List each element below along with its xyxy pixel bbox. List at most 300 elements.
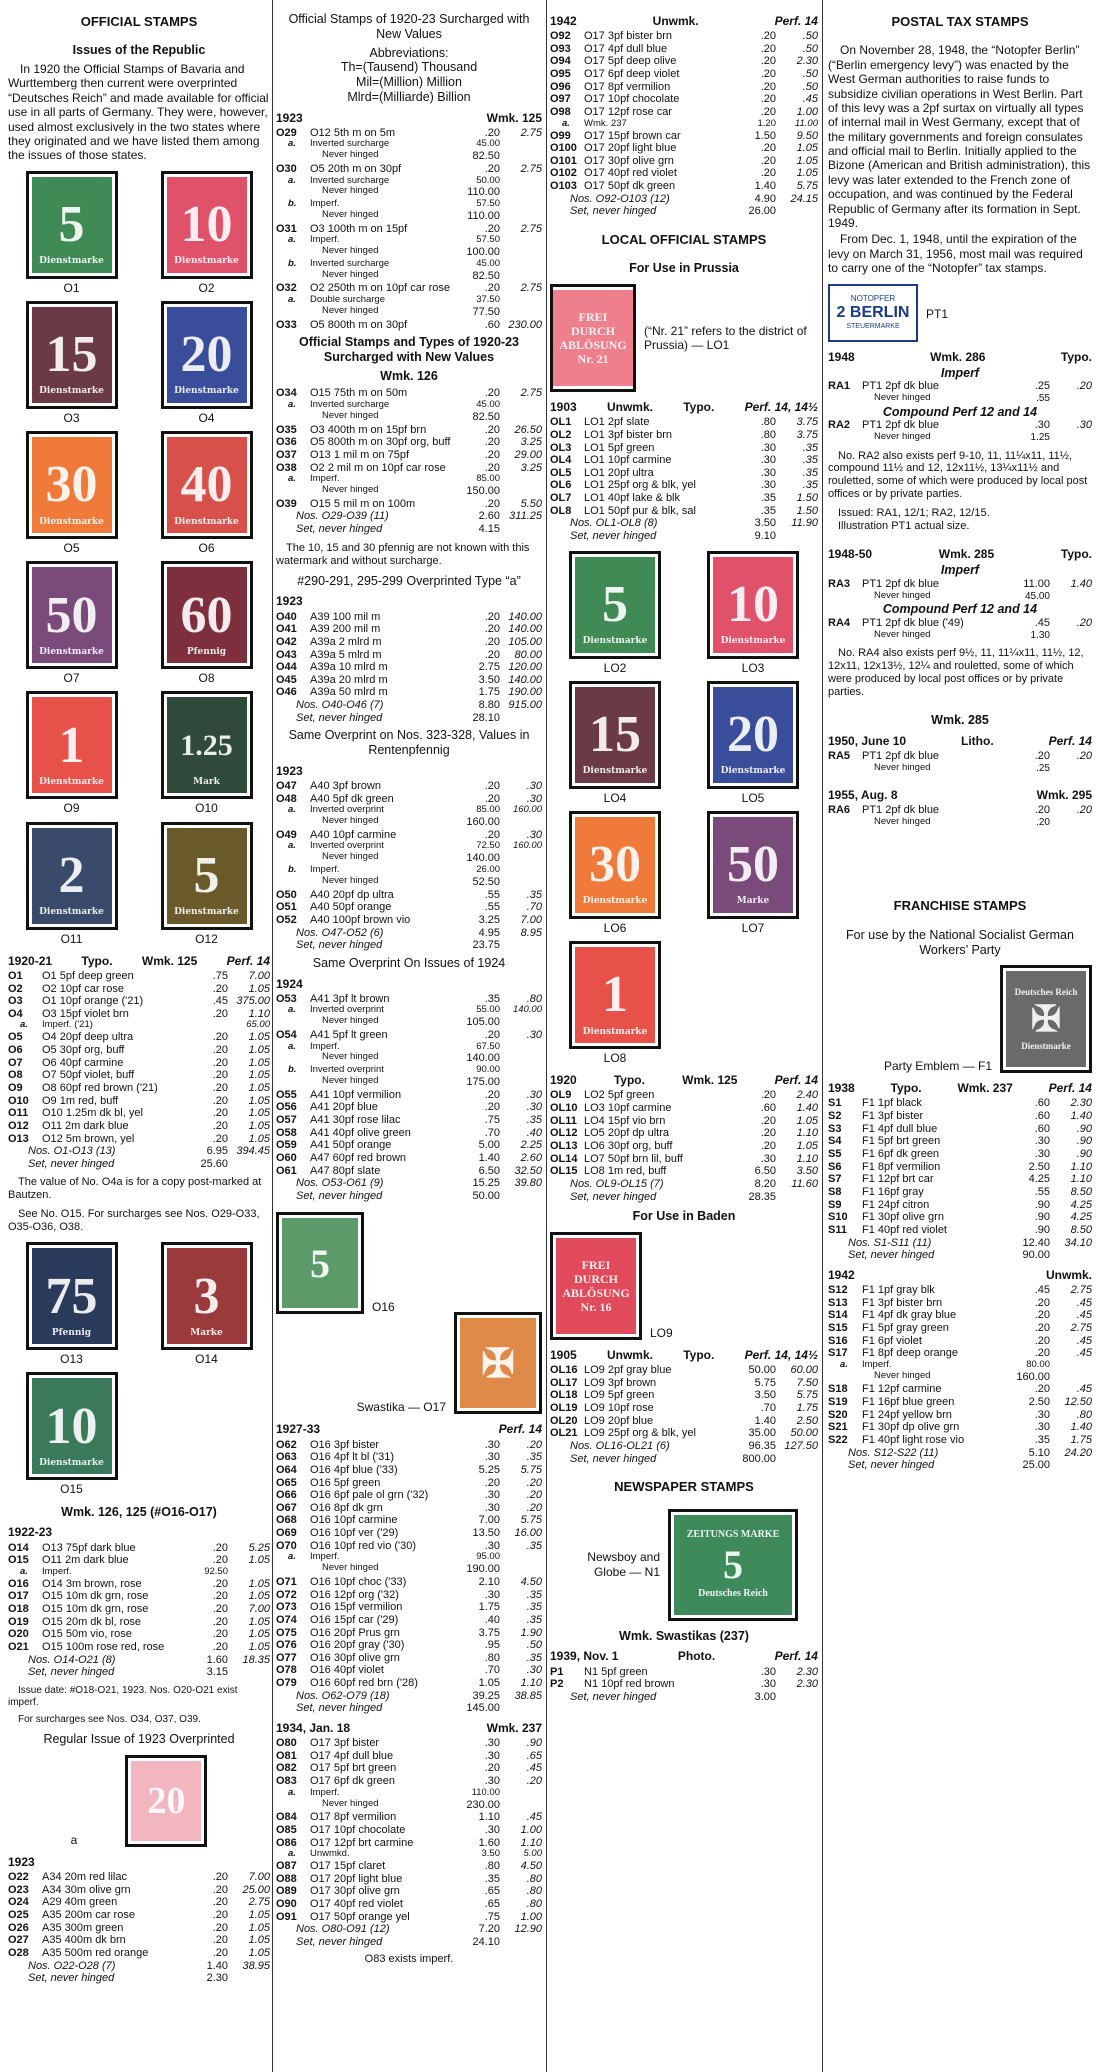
stamp-image: 2 Dienstmarke xyxy=(26,822,118,930)
subsection-title: Same Overprint on Nos. 323-328, Values in Rentenpfennig xyxy=(288,728,530,758)
table-row: O95 O17 6pf deep violet .20 .50 xyxy=(550,68,818,81)
table-row: O83 O17 6pf dk green .30 .20 xyxy=(276,1775,542,1788)
caption: O9 xyxy=(63,801,80,816)
table-row: O10 O9 1m red, buff .20 1.05 xyxy=(8,1094,270,1107)
table-row: Never hinged .55 xyxy=(874,392,1050,405)
table-row: O94 O17 5pf deep olive .20 2.30 xyxy=(550,55,818,68)
table-row: OL18 LO9 5pf green 3.50 5.75 xyxy=(550,1389,818,1402)
set-total: Nos. O62-O79 (18) 39.25 38.85 xyxy=(296,1689,542,1702)
table-row: a. Imperf. 80.00 xyxy=(840,1358,1050,1370)
note: The value of No. O4a is for a copy post-marked at Bautzen. xyxy=(8,1176,262,1202)
table-row: Never hinged 175.00 xyxy=(322,1075,500,1089)
table-row: OL9 LO2 5pf green .20 2.40 xyxy=(550,1089,818,1102)
table-row: OL5 LO1 20pf ultra .30 .35 xyxy=(550,466,818,479)
stamp-cell xyxy=(143,431,270,555)
table-row: O22 A34 20m red lilac .20 7.00 xyxy=(8,1871,270,1884)
issue-year: 1923 xyxy=(8,1855,35,1869)
caption: O2 xyxy=(198,280,215,295)
issue-year: 1923 xyxy=(276,594,303,609)
table-row: O4 O3 15pf violet brn .20 1.10 xyxy=(8,1007,270,1020)
caption: Swastika — O17 xyxy=(356,1400,446,1415)
listing-table xyxy=(276,1737,542,1923)
table-row: O86 O17 12pf brt carmine 1.60 1.10 xyxy=(276,1836,542,1849)
table-row: b. Inverted surcharge 45.00 xyxy=(288,257,500,269)
issue-year: 1922-23 xyxy=(8,1525,53,1540)
table-row: a. Imperf. 57.50 xyxy=(288,234,500,246)
set-total: Nos. O47-O52 (6) 4.95 8.95 xyxy=(296,926,542,939)
listing-table xyxy=(276,780,542,927)
table-row: O29 O12 5th m on 5m .20 2.75 xyxy=(276,126,542,139)
table-row: Never hinged 140.00 xyxy=(322,1051,500,1065)
section-title: LOCAL OFFICIAL STAMPS xyxy=(601,232,767,248)
stamp-cell xyxy=(143,561,270,685)
note: Issue date: #O18-O21, 1923. Nos. O20-O21 exist imperf. xyxy=(8,1684,238,1708)
table-row: P1 N1 5pf green .30 2.30 xyxy=(550,1665,818,1678)
listing-table xyxy=(550,1666,818,1691)
table-row: Never hinged .25 xyxy=(874,761,1050,774)
table-row: S12 F1 1pf gray blk .45 2.75 xyxy=(828,1283,1092,1296)
table-row: O78 O16 40pf violet .70 .30 xyxy=(276,1664,542,1677)
issue-header: 1923 Wmk. 125 xyxy=(276,110,542,125)
set-total: Nos. OL1-OL8 (8) 3.50 11.90 xyxy=(570,517,818,530)
column-4 xyxy=(828,8,1092,2064)
table-row: O81 O17 4pf dull blue .30 .65 xyxy=(276,1749,542,1762)
note: Issued: RA1, 12/1; RA2, 12/15. xyxy=(838,507,990,520)
listing-table xyxy=(828,1284,1092,1447)
table-row: S13 F1 3pf bister brn .20 .45 xyxy=(828,1296,1092,1309)
stamp-illustrations xyxy=(550,1232,818,1340)
table-row: O34 O15 75th m on 50m .20 2.75 xyxy=(276,387,542,400)
stamp-image: 10 Dienstmarke xyxy=(26,1372,118,1480)
table-row: OL1 LO1 2pf slate .80 3.75 xyxy=(550,416,818,429)
table-row: O91 O17 50pf orange yel .75 1.00 xyxy=(276,1910,542,1923)
stamp-cell xyxy=(8,431,135,555)
table-row: O90 O17 40pf red violet .65 .80 xyxy=(276,1898,542,1911)
table-row: Never hinged 100.00 xyxy=(322,245,500,259)
set-never-hinged: Set, never hinged 28.10 xyxy=(296,711,500,724)
caption: O15 xyxy=(60,1482,83,1497)
table-row: b. Inverted overprint 90.00 xyxy=(288,1064,500,1076)
table-row: O74 O16 15pf car ('29) .40 .35 xyxy=(276,1613,542,1626)
listing-table xyxy=(276,993,542,1177)
caption: O12 xyxy=(195,931,218,946)
table-row: O14 O13 75pf dark blue .20 5.25 xyxy=(8,1541,270,1554)
table-row: S10 F1 30pf olive grn .90 4.25 xyxy=(828,1211,1092,1224)
stamp-image: 15 Dienstmarke xyxy=(569,681,661,789)
stamp-cell xyxy=(8,561,135,685)
table-row: Never hinged 190.00 xyxy=(322,1562,500,1576)
stamp-image: 30 Dienstmarke xyxy=(26,431,118,539)
table-row: OL21 LO9 25pf org & blk, yel 35.00 50.00 xyxy=(550,1427,818,1440)
column-2 xyxy=(276,8,542,2064)
set-total: Nos. O1-O13 (13) 6.95 394.45 xyxy=(28,1145,270,1158)
table-row: O45 A39a 20 mlrd m 3.50 140.00 xyxy=(276,673,542,686)
table-row: O35 O3 400th m on 15pf brn .20 26.50 xyxy=(276,423,542,436)
listing-table xyxy=(550,1364,818,1440)
table-row: b. Imperf. 57.50 xyxy=(288,198,500,210)
stamp-cell xyxy=(688,551,818,675)
table-row: S6 F1 8pf vermilion 2.50 1.10 xyxy=(828,1160,1092,1173)
stamp-image: Deutsches Reich ✠ Dienstmarke xyxy=(1000,965,1092,1073)
table-row: O6 O5 30pf org, buff .20 1.05 xyxy=(8,1044,270,1057)
table-row: O72 O16 12pf org ('32) .30 .35 xyxy=(276,1588,542,1601)
stamp-illustrations xyxy=(276,1212,542,1314)
table-row: OL19 LO9 10pf rose .70 1.75 xyxy=(550,1402,818,1415)
stamp-cell xyxy=(8,1242,135,1366)
table-row: Never hinged 45.00 xyxy=(874,589,1050,602)
table-row: O37 O13 1 mil m on 75pf .20 29.00 xyxy=(276,448,542,461)
stamp-illustrations xyxy=(550,284,818,392)
note: No. RA2 also exists perf 9-10, 11, 11¼x11, 11½, compound 11½ and 12, 12x11½, 13¼x11½ and rouletted, some of which were produced by local post offices or by private parties. xyxy=(828,449,1088,501)
table-row: O12 O11 2m dark blue .20 1.05 xyxy=(8,1119,270,1132)
stamp-cell xyxy=(8,1372,135,1496)
listing-table xyxy=(550,1089,818,1177)
caption: Mlrd=(Milliarde) Billion xyxy=(347,89,471,104)
section-title: Official Stamps of 1920-23 Surcharged with New Values xyxy=(288,12,530,41)
table-row: RA4 PT1 2pf dk blue ('49) .45 .20 xyxy=(828,617,1092,630)
table-row: O60 A47 60pf red brown 1.40 2.60 xyxy=(276,1151,542,1164)
caption: LO2 xyxy=(603,660,627,675)
stamp-illustrations xyxy=(828,284,1092,342)
set-never-hinged: Set, never hinged 23.75 xyxy=(296,939,500,952)
table-row: S9 F1 24pf citron .90 4.25 xyxy=(828,1198,1092,1211)
issue-header: 1903 Unwmk. Typo. Perf. 14, 14½ xyxy=(550,400,818,415)
table-row: O15 O11 2m dark blue .20 1.05 xyxy=(8,1554,270,1567)
table-row: Never hinged 140.00 xyxy=(322,851,500,865)
table-row: S5 F1 6pf dk green .30 .90 xyxy=(828,1148,1092,1161)
table-row: O18 O15 10m dk grn, rose .20 7.00 xyxy=(8,1603,270,1616)
table-row: O59 A41 50pf orange 5.00 2.25 xyxy=(276,1139,542,1152)
table-row: OL15 LO8 1m red, buff 6.50 3.50 xyxy=(550,1165,818,1178)
table-row: a. Inverted surcharge 45.00 xyxy=(288,138,500,150)
table-row: O55 A41 10pf vermilion .20 .30 xyxy=(276,1088,542,1101)
issue-header: 1920 Typo. Wmk. 125 Perf. 14 xyxy=(550,1073,818,1088)
issue-header: Wmk. 285 xyxy=(931,713,989,728)
set-total: Nos. OL9-OL15 (7) 8.20 11.60 xyxy=(570,1177,818,1190)
table-row: O38 O2 2 mil m on 10pf car rose .20 3.25 xyxy=(276,461,542,474)
table-row: O32 O2 250th m on 10pf car rose .20 2.75 xyxy=(276,282,542,295)
stamp-image-grid xyxy=(550,551,818,1066)
issue-header: 1950, June 10 Litho. Perf. 14 xyxy=(828,733,1092,748)
stamp-image: 5 Dienstmarke xyxy=(26,171,118,279)
table-row: O80 O17 3pf bister .30 .90 xyxy=(276,1737,542,1750)
table-row: Never hinged 82.50 xyxy=(322,149,500,163)
caption: O16 xyxy=(372,1300,395,1315)
perf-label: Imperf xyxy=(940,563,980,578)
caption: LO9 xyxy=(650,1325,673,1340)
note: The 10, 15 and 30 pfennig are not known with this watermark and without surcharge. xyxy=(276,541,530,567)
stamp-cell xyxy=(550,941,680,1065)
table-row: O42 A39a 2 mlrd m .20 105.00 xyxy=(276,635,542,648)
table-row: O27 A35 400m dk brn .20 1.05 xyxy=(8,1934,270,1947)
table-row: O84 O17 8pf vermilion 1.10 .45 xyxy=(276,1811,542,1824)
table-row: O53 A41 3pf lt brown .35 .80 xyxy=(276,992,542,1005)
stamp-cell xyxy=(8,691,135,815)
caption: O6 xyxy=(198,541,215,556)
table-row: O48 A40 5pf dk green .20 .30 xyxy=(276,792,542,805)
stamp-image: 10 Dienstmarke xyxy=(707,551,799,659)
table-row: S21 F1 30pf dp olive grn .30 1.40 xyxy=(828,1421,1092,1434)
listing-table xyxy=(276,611,542,699)
table-row: Never hinged 1.30 xyxy=(874,628,1050,641)
table-row: a. Unwmkd. 3.50 5.00 xyxy=(288,1848,542,1860)
table-row: O56 A41 20pf blue .20 .30 xyxy=(276,1101,542,1114)
set-total: Nos. O29-O39 (11) 2.60 311.25 xyxy=(296,510,542,523)
caption: (“Nr. 21” refers to the district of Prussia) — LO1 xyxy=(644,323,807,353)
caption: Abbreviations: xyxy=(369,45,449,60)
table-row: O8 O7 50pf violet, buff .20 1.05 xyxy=(8,1069,270,1082)
table-row: O36 O5 800th m on 30pf org, buff .20 3.25 xyxy=(276,436,542,449)
table-row: O63 O16 4pf lt bl ('31) .30 .35 xyxy=(276,1451,542,1464)
stamp-image: ✠ xyxy=(454,1312,542,1414)
stamp-image: 20 Dienstmarke xyxy=(707,681,799,789)
caption: O8 xyxy=(198,671,215,686)
stamp-cell xyxy=(688,811,818,935)
table-row: P2 N1 10pf red brown .30 2.30 xyxy=(550,1678,818,1691)
stamp-cell xyxy=(143,691,270,815)
caption: LO3 xyxy=(741,660,765,675)
table-row: O51 A40 50pf orange .55 .70 xyxy=(276,901,542,914)
stamp-image: 60 Pfennig xyxy=(161,561,253,669)
table-row: O89 O17 30pf olive grn .65 .80 xyxy=(276,1885,542,1898)
table-row: O82 O17 5pf brt green .20 .45 xyxy=(276,1762,542,1775)
table-row: Never hinged 105.00 xyxy=(322,1015,500,1029)
column-rule xyxy=(546,0,547,2072)
caption: O11 xyxy=(60,931,83,946)
table-row: OL20 LO9 20pf blue 1.40 2.50 xyxy=(550,1414,818,1427)
issue-year: 1924 xyxy=(276,976,303,991)
caption: a xyxy=(70,1832,78,1847)
issue-header: 1905 Unwmk. Typo. Perf. 14, 14½ xyxy=(550,1347,818,1362)
table-row: a. Imperf. 110.00 xyxy=(288,1786,500,1798)
table-row: S19 F1 16pf blue green 2.50 12.50 xyxy=(828,1396,1092,1408)
column-rule xyxy=(272,0,273,2072)
set-never-hinged: Set, never hinged 4.15 xyxy=(296,523,500,536)
caption: O14 xyxy=(195,1352,218,1367)
table-row: OL10 LO3 10pf carmine .60 1.40 xyxy=(550,1102,818,1115)
stamp-cell xyxy=(550,811,680,935)
table-row: Never hinged 52.50 xyxy=(322,874,500,888)
table-row: O61 A47 80pf slate 6.50 32.50 xyxy=(276,1164,542,1177)
table-row: Never hinged 110.00 xyxy=(322,185,500,199)
issue-header: Wmk. 126 xyxy=(380,368,438,383)
table-row: S7 F1 12pf brt car 4.25 1.10 xyxy=(828,1173,1092,1186)
table-row: RA1 PT1 2pf dk blue .25 .20 xyxy=(828,380,1092,393)
listing-table xyxy=(828,1097,1092,1236)
table-row: a. Inverted overprint 72.50 160.00 xyxy=(288,840,542,852)
table-row: O70 O16 10pf red vio ('30) .30 .35 xyxy=(276,1539,542,1552)
table-row: O5 O4 20pf deep ultra .20 1.05 xyxy=(8,1031,270,1044)
listing-table xyxy=(8,1542,270,1654)
set-never-hinged: Set, never hinged 3.15 xyxy=(28,1666,228,1679)
issue-header: 1942 Unwmk. xyxy=(828,1267,1092,1282)
table-row: O62 O16 3pf bister .30 .20 xyxy=(276,1438,542,1451)
set-never-hinged: Set, never hinged 3.00 xyxy=(570,1690,776,1703)
set-total: Nos. S1-S11 (11) 12.40 34.10 xyxy=(848,1236,1092,1249)
table-row: O9 O8 60pf red brown ('21) .20 1.05 xyxy=(8,1081,270,1094)
table-row: a. Double surcharge 37.50 xyxy=(288,294,500,306)
issue-header: 1942 Unwmk. Perf. 14 xyxy=(550,14,818,28)
set-never-hinged: Set, never hinged 25.60 xyxy=(28,1157,228,1170)
table-row: a. Imperf. ('21) 65.00 xyxy=(20,1019,270,1031)
set-total: Nos. O92-O103 (12) 4.90 24.15 xyxy=(570,192,818,205)
table-row: S11 F1 40pf red violet .90 8.50 xyxy=(828,1223,1092,1236)
table-row: S4 F1 5pf brt green .30 .90 xyxy=(828,1135,1092,1148)
note: Illustration PT1 actual size. xyxy=(838,520,970,533)
caption: Th=(Tausend) Thousand xyxy=(340,60,478,75)
stamp-cell xyxy=(8,822,135,946)
table-row: O26 A35 300m green .20 1.05 xyxy=(8,1921,270,1934)
issue-header: 1955, Aug. 8 Wmk. 295 xyxy=(828,788,1092,803)
table-row: S3 F1 4pf dull blue .60 .90 xyxy=(828,1122,1092,1135)
stamp-illustrations xyxy=(550,1509,818,1621)
table-row: O41 A39 200 mil m .20 140.00 xyxy=(276,623,542,636)
table-row: O23 A34 30m olive grn .20 25.00 xyxy=(8,1883,270,1896)
table-row: O49 A40 10pf carmine .20 .30 xyxy=(276,828,542,841)
caption: O1 xyxy=(63,280,80,295)
table-row: Never hinged 160.00 xyxy=(322,815,500,829)
table-row: OL6 LO1 25pf org & blk, yel .30 .35 xyxy=(550,479,818,492)
table-row: O77 O16 30pf olive grn .80 .35 xyxy=(276,1651,542,1664)
section-title: NEWSPAPER STAMPS xyxy=(614,1479,754,1495)
table-row: O66 O16 6pf pale ol grn ('32) .30 .20 xyxy=(276,1489,542,1502)
section-title: Official Stamps and Types of 1920-23 Surcharged with New Values xyxy=(299,335,519,364)
table-row: O79 O16 60pf red brn ('28) 1.05 1.10 xyxy=(276,1677,542,1690)
table-row: S8 F1 16pf gray .55 8.50 xyxy=(828,1185,1092,1198)
table-row: O69 O16 10pf ver ('29) 13.50 16.00 xyxy=(276,1527,542,1540)
issue-header: Wmk. 126, 125 (#O16-O17) xyxy=(61,1504,217,1519)
set-total: Nos. O53-O61 (9) 15.25 39.80 xyxy=(296,1177,542,1190)
caption: LO6 xyxy=(603,921,627,935)
table-row: OL17 LO9 3pf brown 5.75 7.50 xyxy=(550,1376,818,1389)
table-row: S14 F1 4pf dk gray blue .20 .45 xyxy=(828,1309,1092,1322)
column-1 xyxy=(8,8,270,2064)
section-title: OFFICIAL STAMPS xyxy=(80,14,198,29)
stamp-image: 30 Dienstmarke xyxy=(569,811,661,919)
table-row: Never hinged 150.00 xyxy=(322,484,500,498)
table-row: O19 O15 20m dk bl, rose .20 1.05 xyxy=(8,1615,270,1628)
table-row: O24 A29 40m green .20 2.75 xyxy=(8,1896,270,1909)
stamp-cell xyxy=(143,1242,270,1366)
table-row: O2 O2 10pf car rose .20 1.05 xyxy=(8,982,270,995)
table-row: O58 A41 40pf olive green .70 .40 xyxy=(276,1126,542,1139)
listing-table xyxy=(276,387,542,510)
subsection-title: #290-291, 295-299 Overprinted Type “a” xyxy=(297,573,521,588)
table-row: O57 A41 30pf rose lilac .75 .35 xyxy=(276,1113,542,1126)
table-row: O68 O16 10pf carmine 7.00 5.75 xyxy=(276,1514,542,1527)
table-row: b. Imperf. 26.00 xyxy=(288,864,500,876)
stamp-cell xyxy=(550,551,680,675)
stamp-image: FREI DURCH ABLÖSUNG Nr. 16 xyxy=(550,1232,642,1340)
table-row: O43 A39a 5 mlrd m .20 80.00 xyxy=(276,648,542,661)
stamp-cell xyxy=(8,301,135,425)
stamp-image: 20 xyxy=(125,1755,207,1847)
issue-header: 1920-21 Typo. Wmk. 125 Perf. 14 xyxy=(8,953,270,968)
listing-table xyxy=(550,30,818,193)
stamp-image: NOTOPFER 2 BERLIN STEUERMARKE xyxy=(828,284,918,342)
table-row: O73 O16 15pf vermilion 1.75 .35 xyxy=(276,1601,542,1614)
issue-header: 1927-33 Perf. 14 xyxy=(276,1422,542,1437)
caption: O5 xyxy=(63,541,80,556)
stamp-cell xyxy=(550,681,680,805)
table-row: O98 O17 12pf rose car .20 1.00 xyxy=(550,106,818,118)
listing-table xyxy=(8,970,270,1145)
caption: O7 xyxy=(63,671,80,686)
issue-header: 1934, Jan. 18 Wmk. 237 xyxy=(276,1720,542,1735)
set-total: Nos. O40-O46 (7) 8.80 915.00 xyxy=(296,699,542,712)
caption: For use by the National Socialist German Workers’ Party xyxy=(846,927,1074,957)
issue-header: 1939, Nov. 1 Photo. Perf. 14 xyxy=(550,1649,818,1664)
table-row: O33 O5 800th m on 30pf .60 230.00 xyxy=(276,318,542,331)
set-never-hinged: Set, never hinged 145.00 xyxy=(296,1702,500,1715)
table-row: O75 O16 20pf Prus grn 3.75 1.90 xyxy=(276,1626,542,1639)
table-row: O103 O17 50pf dk green 1.40 5.75 xyxy=(550,180,818,193)
table-row: O99 O17 15pf brown car 1.50 9.50 xyxy=(550,129,818,142)
stamp-image: 5 Dienstmarke xyxy=(569,551,661,659)
table-row: OL3 LO1 5pf green .30 .35 xyxy=(550,441,818,454)
table-row: S15 F1 5pf gray green .20 2.75 xyxy=(828,1321,1092,1334)
table-row: OL7 LO1 40pf lake & blk .35 1.50 xyxy=(550,492,818,505)
table-row: O52 A40 100pf brown vio 3.25 7.00 xyxy=(276,913,542,926)
table-row: Never hinged .20 xyxy=(874,815,1050,828)
table-row: O21 O15 100m rose red, rose .20 1.05 xyxy=(8,1640,270,1653)
table-row: O92 O17 3pf bister brn .20 .50 xyxy=(550,30,818,43)
stamp-image: 50 Marke xyxy=(707,811,799,919)
table-row: O101 O17 30pf olive grn .20 1.05 xyxy=(550,154,818,167)
intro-text: In 1920 the Official Stamps of Bavaria and Wurttemberg then current were overprinted “Deutsches Reich” and made available for official use in all parts of Germany. They were, however, used almost exclusively in the two states where they originated and we have listed them among the issues of those states. xyxy=(8,62,269,163)
set-never-hinged: Set, never hinged 25.00 xyxy=(848,1459,1050,1472)
listing-table xyxy=(8,1871,270,1959)
set-total: Nos. O22-O28 (7) 1.40 38.95 xyxy=(28,1959,270,1972)
stamp-image: FREI DURCH ABLÖSUNG Nr. 21 xyxy=(550,284,636,392)
table-row: RA6 PT1 2pf dk blue .20 .20 xyxy=(828,804,1092,817)
table-row: S20 F1 24pf yellow brn .30 .80 xyxy=(828,1408,1092,1421)
caption: LO8 xyxy=(603,1051,627,1066)
table-row: O7 O6 40pf carmine .20 1.05 xyxy=(8,1056,270,1069)
set-total: Nos. OL16-OL21 (6) 96.35 127.50 xyxy=(570,1439,818,1452)
table-row: S16 F1 6pf violet .20 .45 xyxy=(828,1334,1092,1347)
table-row: O16 O14 3m brown, rose .20 1.05 xyxy=(8,1577,270,1590)
caption: PT1 xyxy=(926,306,949,321)
perf-label: Imperf xyxy=(940,365,980,380)
table-row: OL16 LO9 2pf gray blue 50.00 60.00 xyxy=(550,1364,818,1377)
subsection-title: Issues of the Republic xyxy=(72,43,206,58)
subsection-title: For Use in Prussia xyxy=(629,261,739,276)
stamp-image: 3 Marke xyxy=(161,1242,253,1350)
caption: Newsboy and Globe — N1 xyxy=(587,1550,660,1579)
table-row: O65 O16 5pf green .20 .20 xyxy=(276,1476,542,1489)
stamp-cell xyxy=(143,301,270,425)
table-row: O50 A40 20pf dp ultra .55 .35 xyxy=(276,888,542,901)
table-row: O64 O16 4pf blue ('33) 5.25 5.75 xyxy=(276,1463,542,1476)
caption: Mil=(Million) Million xyxy=(356,75,462,89)
issue-header: 1948-50 Wmk. 285 Typo. xyxy=(828,547,1092,562)
subsection-title: For Use in Baden xyxy=(632,1209,736,1224)
table-row: Never hinged 160.00 xyxy=(874,1369,1050,1383)
stamp-image: 50 Dienstmarke xyxy=(26,561,118,669)
issue-header: Wmk. Swastikas (237) xyxy=(619,1628,749,1643)
stamp-image: ZEITUNGS MARKE 5 Deutsches Reich xyxy=(668,1509,798,1621)
table-row: OL14 LO7 50pf brn lil, buff .30 1.10 xyxy=(550,1152,818,1165)
table-row: OL11 LO4 15pf vio brn .20 1.05 xyxy=(550,1114,818,1127)
caption: LO7 xyxy=(741,921,765,935)
table-row: O46 A39a 50 mlrd m 1.75 190.00 xyxy=(276,686,542,699)
table-row: a. Imperf. 67.50 xyxy=(288,1040,500,1052)
table-row: Never hinged 230.00 xyxy=(322,1797,500,1811)
table-row: O88 O17 20pf light blue .35 .80 xyxy=(276,1872,542,1885)
table-row: O67 O16 8pf dk grn .30 .20 xyxy=(276,1501,542,1514)
stamp-image: 1.25 Mark xyxy=(161,691,253,799)
